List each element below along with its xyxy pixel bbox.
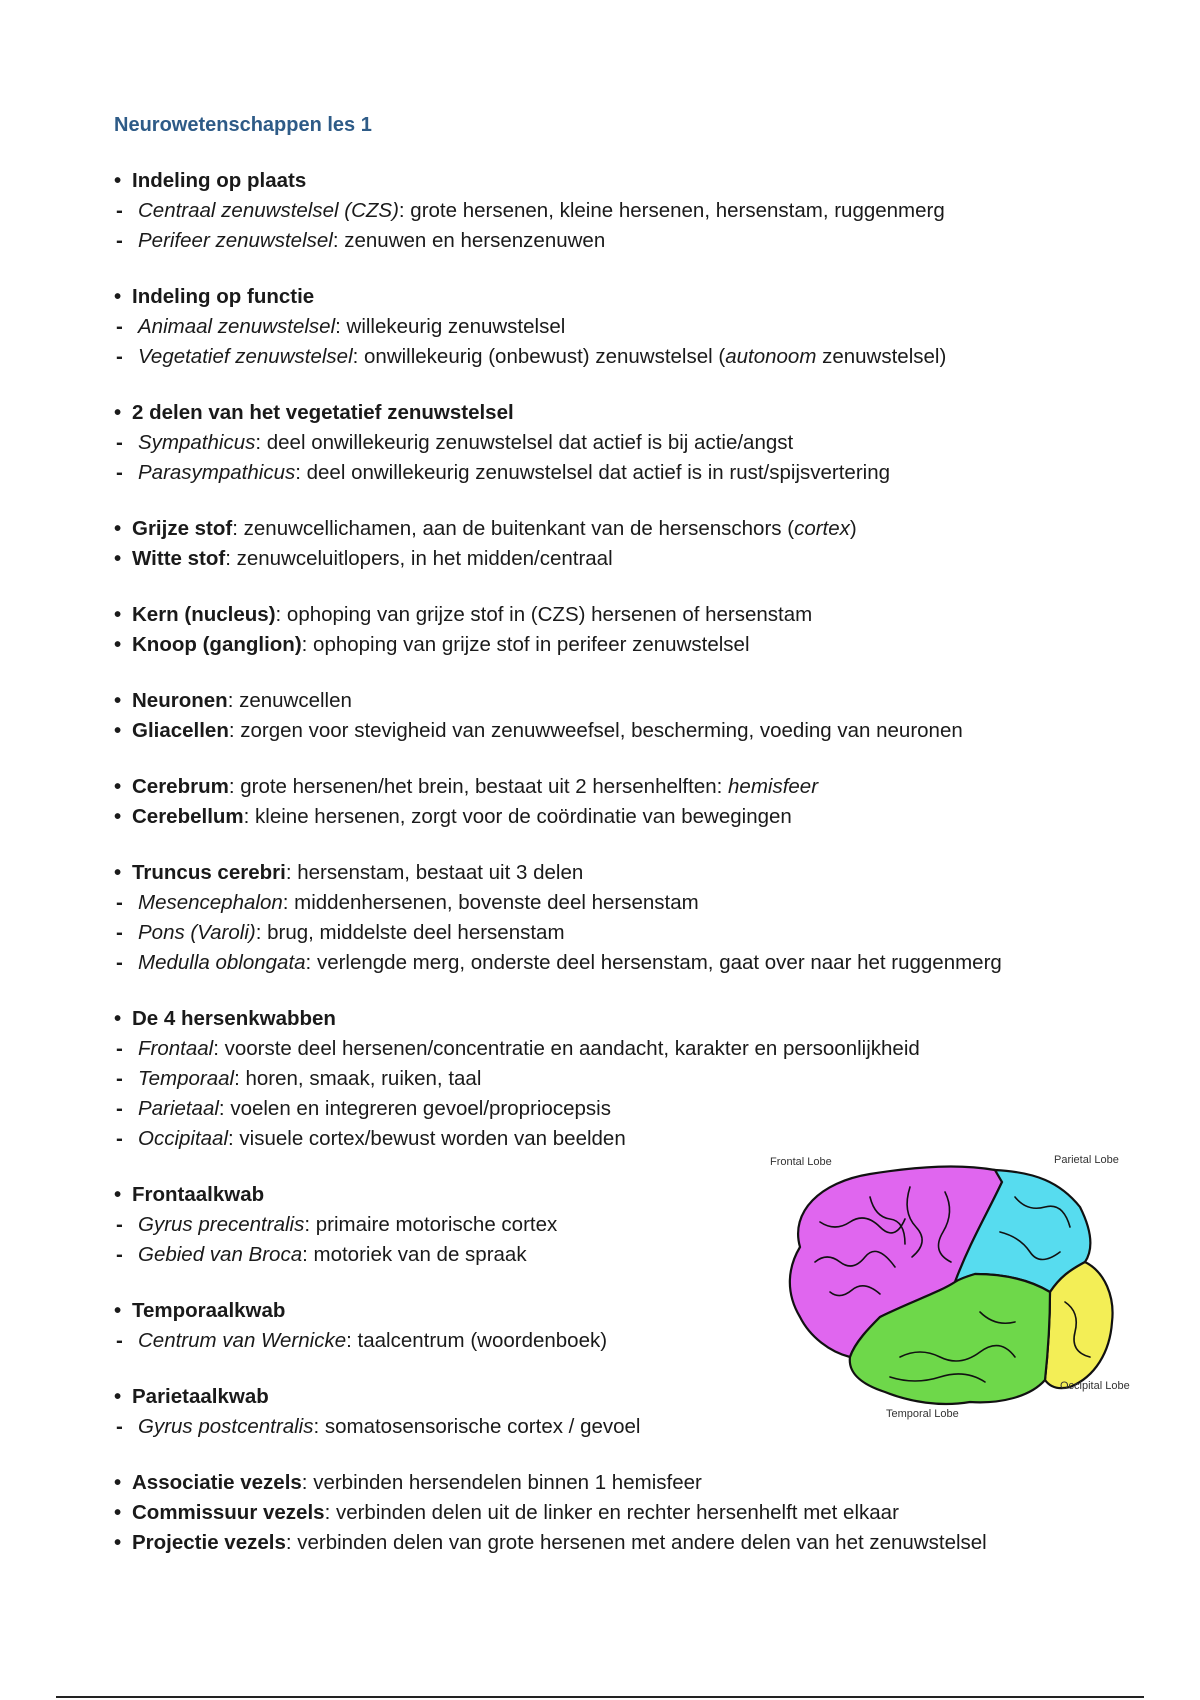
description-text: : middenhersenen, bovenste deel hersenstam [282,891,699,914]
description-text: : ophoping van grijze stof in (CZS) hersenen of hersenstam [275,603,813,626]
bullet-marker: • [114,689,122,712]
bullet-marker: • [114,401,122,424]
term: Grijze stof [132,517,233,540]
dash-marker: - [116,1329,123,1352]
term: Frontaal [138,1037,214,1060]
bullet-marker: • [114,547,122,570]
description-text: : zenuwen en hersenzenuwen [332,229,606,252]
term: Parietaalkwab [132,1385,269,1408]
sub-list-item [114,458,1114,488]
description-text: : visuele cortex/bewust worden van beelden [228,1127,626,1150]
term: Centraal zenuwstelsel (CZS) [138,199,399,222]
term: Frontaalkwab [132,1183,265,1206]
notes-section [114,1004,1114,1154]
notes-section [114,1468,1114,1558]
term: 2 delen van het vegetatief zenuwstelsel [132,401,514,424]
dash-marker: - [116,1067,123,1090]
dash-marker: - [116,1213,123,1236]
description-text: : verbinden hersendelen binnen 1 hemisfeer [301,1471,702,1494]
description-text: : brug, middelste deel hersenstam [255,921,565,944]
brain-figure [760,1152,1140,1428]
description-text: hemisfeer [728,775,819,798]
description-text: : voelen en integreren gevoel/propriocepsis [218,1097,611,1120]
term: Projectie vezels [132,1531,286,1554]
notes-section [114,166,1114,256]
term: Neuronen [132,689,228,712]
bullet-marker: • [114,1531,122,1554]
description-text: : kleine hersenen, zorgt voor de coördinatie van bewegingen [243,805,792,828]
sub-list-item [114,428,1114,458]
term: Gebied van Broca [138,1243,303,1266]
description-text: : onwillekeurig (onbewust) zenuwstelsel ( [352,345,726,368]
description-text: : voorste deel hersenen/concentratie en aandacht, karakter en persoonlijkheid [213,1037,920,1060]
term: Truncus cerebri [132,861,286,884]
description-text: ) [849,517,857,540]
description-text: : primaire motorische cortex [304,1213,558,1236]
bullet-list-item [114,772,1114,802]
sub-list-item [114,196,1114,226]
term: Parasympathicus [138,461,296,484]
dash-marker: - [116,1243,123,1266]
term: Mesencephalon [138,891,283,914]
bullet-list-item [114,686,1114,716]
description-text: : zenuwceluitlopers, in het midden/centraal [225,547,613,570]
dash-marker: - [116,461,123,484]
term: Commissuur vezels [132,1501,325,1524]
term: Indeling op plaats [132,169,307,192]
term: Centrum van Wernicke [138,1329,347,1352]
notes-section [114,514,1114,574]
sub-list-item [114,918,1114,948]
sub-list-item [114,1094,1114,1124]
sub-list-item [114,1034,1114,1064]
bullet-marker: • [114,1471,122,1494]
notes-section [114,858,1114,978]
term: Perifeer zenuwstelsel [138,229,333,252]
bullet-marker: • [114,1007,122,1030]
notes-section [114,772,1114,832]
term: Sympathicus [138,431,256,454]
bullet-marker: • [114,719,122,742]
term: Animaal zenuwstelsel [138,315,336,338]
description-text: : horen, smaak, ruiken, taal [234,1067,482,1090]
term: Gliacellen [132,719,229,742]
description-text: : willekeurig zenuwstelsel [335,315,566,338]
bullet-marker: • [114,169,122,192]
bullet-list-item [114,716,1114,746]
bullet-marker: • [114,633,122,656]
description-text: : deel onwillekeurig zenuwstelsel dat actief is bij actie/angst [255,431,794,454]
description-text: : verbinden delen van grote hersenen met andere delen van het zenuwstelsel [285,1531,987,1554]
bullet-marker: • [114,285,122,308]
term: Cerebrum [132,775,229,798]
term: Medulla oblongata [138,951,306,974]
description-text: : verbinden delen uit de linker en rechter hersenhelft met elkaar [324,1501,899,1524]
dash-marker: - [116,199,123,222]
dash-marker: - [116,891,123,914]
sub-list-item [114,948,1114,978]
description-text: : zenuwcellen [227,689,352,712]
term: Occipitaal [138,1127,229,1150]
term: Kern (nucleus) [132,603,276,626]
frontal-lobe-label: Frontal Lobe [770,1156,832,1168]
dash-marker: - [116,1097,123,1120]
dash-marker: - [116,431,123,454]
page-title: Neurowetenschappen les 1 [114,114,372,136]
bullet-marker: • [114,861,122,884]
term: Knoop (ganglion) [132,633,302,656]
dash-marker: - [116,345,123,368]
description-text: autonoom [725,345,817,368]
term: Pons (Varoli) [138,921,256,944]
term: Cerebellum [132,805,244,828]
description-text: : taalcentrum (woordenboek) [346,1329,608,1352]
bullet-list-item [114,1528,1114,1558]
description-text: : deel onwillekeurig zenuwstelsel dat actief is in rust/spijsvertering [295,461,891,484]
bullet-marker: • [114,517,122,540]
bullet-list-item [114,1498,1114,1528]
description-text: : verlengde merg, onderste deel hersenstam, gaat over naar het ruggenmerg [305,951,1002,974]
bullet-marker: • [114,1299,122,1322]
sub-list-item [114,226,1114,256]
bullet-list-item [114,858,1114,888]
dash-marker: - [116,315,123,338]
dash-marker: - [116,1037,123,1060]
sub-list-item [114,1124,1114,1154]
bullet-marker: • [114,1501,122,1524]
term: Gyrus postcentralis [138,1415,314,1438]
dash-marker: - [116,951,123,974]
dash-marker: - [116,229,123,252]
description-text: zenuwstelsel) [816,345,947,368]
temporal-lobe-label: Temporal Lobe [886,1408,959,1420]
bullet-list-item [114,1004,1114,1034]
dash-marker: - [116,921,123,944]
bullet-list-item [114,544,1114,574]
notes-section [114,686,1114,746]
term: Indeling op functie [132,285,315,308]
term: Parietaal [138,1097,219,1120]
term: De 4 hersenkwabben [132,1007,336,1030]
description-text: : grote hersenen/het brein, bestaat uit 2 hersenhelften: [228,775,729,798]
term: Temporaal [138,1067,235,1090]
page-bottom-rule [56,1696,1144,1698]
dash-marker: - [116,1127,123,1150]
term: Vegetatief zenuwstelsel [138,345,353,368]
description-text: : zenuwcellichamen, aan de buitenkant van de hersenschors ( [232,517,795,540]
description-text: : grote hersenen, kleine hersenen, hersenstam, ruggenmerg [398,199,945,222]
bullet-list-item [114,282,1114,312]
bullet-list-item [114,600,1114,630]
dash-marker: - [116,1415,123,1438]
bullet-list-item [114,630,1114,660]
bullet-marker: • [114,775,122,798]
bullet-list-item [114,514,1114,544]
bullet-marker: • [114,1385,122,1408]
sub-list-item [114,342,1114,372]
sub-list-item [114,888,1114,918]
description-text: : hersenstam, bestaat uit 3 delen [285,861,584,884]
term: Gyrus precentralis [138,1213,305,1236]
bullet-list-item [114,398,1114,428]
description-text: : motoriek van de spraak [302,1243,527,1266]
bullet-list-item [114,1468,1114,1498]
bullet-marker: • [114,1183,122,1206]
description-text: : ophoping van grijze stof in perifeer zenuwstelsel [301,633,750,656]
description-text: cortex [794,517,850,540]
notes-section [114,398,1114,488]
sub-list-item [114,312,1114,342]
bullet-list-item [114,166,1114,196]
occipital-lobe-label: Occipital Lobe [1060,1380,1130,1392]
parietal-lobe-label: Parietal Lobe [1054,1154,1119,1166]
bullet-marker: • [114,805,122,828]
term: Temporaalkwab [132,1299,286,1322]
bullet-list-item [114,802,1114,832]
notes-section [114,282,1114,372]
sub-list-item [114,1064,1114,1094]
notes-section [114,600,1114,660]
bullet-marker: • [114,603,122,626]
term: Witte stof [132,547,226,570]
term: Associatie vezels [132,1471,302,1494]
description-text: : somatosensorische cortex / gevoel [313,1415,641,1438]
description-text: : zorgen voor stevigheid van zenuwweefsel, bescherming, voeding van neuronen [228,719,963,742]
